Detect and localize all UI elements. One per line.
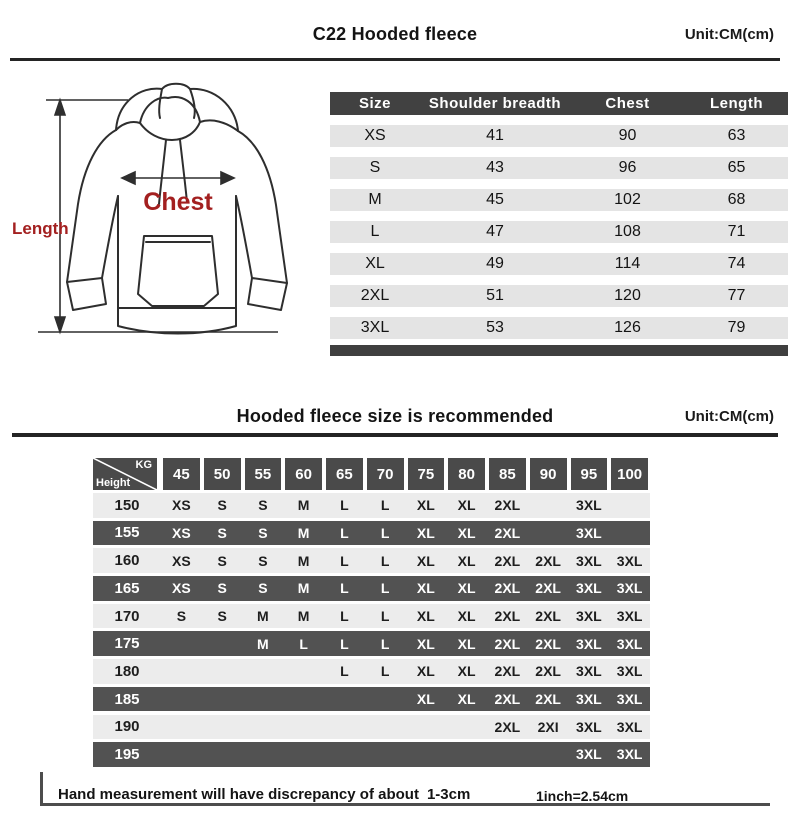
matrix-weight-value: 85 [489, 458, 526, 490]
divider-top [10, 58, 780, 61]
matrix-weight-value: 75 [408, 458, 445, 490]
size-table-cell: 120 [614, 287, 641, 304]
matrix-size-cell: XL [457, 608, 476, 624]
matrix-size-cell: 3XL [576, 718, 602, 735]
matrix-size-cell: 3XL [576, 608, 602, 624]
matrix-size-cell: XL [416, 608, 435, 624]
size-table-header-cell: Chest [605, 95, 650, 112]
hoodie-measurement-diagram [10, 78, 330, 366]
matrix-size-cell: L [340, 524, 349, 541]
matrix-size-cell: 3XL [576, 524, 602, 541]
matrix-row [93, 659, 650, 684]
length-label: Length [12, 219, 69, 238]
size-table-header-cell: Size [358, 95, 391, 112]
matrix-size-cell: XL [457, 663, 476, 680]
size-table-cell: 43 [486, 159, 504, 176]
matrix-size-cell: L [340, 552, 349, 569]
matrix-size-cell: 3XL [616, 608, 643, 624]
matrix-size-cell: 2XL [494, 580, 521, 597]
matrix-weight-cell [487, 458, 528, 490]
matrix-weight-value: 60 [285, 458, 322, 490]
matrix-size-cell: 2XL [535, 663, 561, 680]
matrix-size-cell: XL [457, 691, 476, 708]
matrix-size-cell: S [176, 608, 187, 624]
matrix-size-cell: XL [416, 497, 435, 514]
size-table-cell: 45 [486, 191, 504, 208]
matrix-weight-cell [406, 458, 447, 490]
matrix-size-cell: S [258, 524, 268, 541]
matrix-corner-cell [93, 458, 157, 490]
size-table-cell: 77 [727, 287, 746, 304]
size-table-row [330, 285, 788, 307]
size-table-cell: 49 [486, 255, 504, 272]
size-table-cell: 102 [614, 191, 641, 208]
matrix-height-label: 170 [114, 607, 140, 625]
matrix-size-cell: 3XL [576, 552, 602, 569]
matrix-size-cell: XL [457, 635, 476, 652]
matrix-row [93, 604, 650, 629]
size-table-cell: 108 [614, 223, 641, 240]
size-table-cell: L [370, 223, 380, 240]
size-table-cell: 65 [727, 159, 746, 176]
size-table-row [330, 253, 788, 275]
matrix-size-cell: XL [416, 524, 435, 541]
matrix-size-cell: L [380, 608, 390, 624]
matrix-size-cell: S [217, 580, 227, 597]
footer-corner-hline [40, 803, 770, 806]
matrix-size-cell: M [297, 497, 310, 514]
footer-note-range: 1-3cm [426, 786, 471, 803]
matrix-size-cell: 2XL [535, 635, 561, 652]
matrix-size-cell: 2XL [494, 552, 521, 569]
matrix-size-cell: 2XL [535, 608, 561, 624]
matrix-size-cell: 2XL [494, 635, 521, 652]
matrix-weight-cell [365, 458, 406, 490]
matrix-size-cell: 3XL [576, 663, 602, 680]
matrix-size-cell: L [340, 497, 349, 514]
dimension-arrows [38, 100, 278, 332]
matrix-size-cell: 2XL [494, 691, 521, 708]
size-table-cell: 71 [727, 223, 746, 240]
matrix-height-label: 155 [114, 524, 140, 542]
size-table-cell: S [369, 159, 381, 176]
matrix-size-cell: L [340, 608, 349, 624]
size-table-cell: 68 [727, 191, 746, 208]
matrix-height-label: 165 [114, 579, 140, 597]
matrix-size-cell: 3XL [616, 718, 643, 735]
matrix-size-cell: M [297, 552, 310, 569]
matrix-row [93, 631, 650, 656]
size-table-row [330, 221, 788, 243]
matrix-size-cell: XS [172, 552, 191, 569]
matrix-weight-cell [283, 458, 324, 490]
matrix-size-cell: L [380, 497, 390, 514]
matrix-size-cell: S [258, 580, 268, 597]
size-table-cell: 51 [486, 287, 504, 304]
matrix-size-cell: 3XL [576, 580, 602, 597]
size-table-cell: 47 [486, 223, 504, 240]
matrix-size-cell: 2XL [494, 608, 521, 624]
matrix-row [93, 576, 650, 601]
matrix-weight-value: 100 [611, 458, 648, 490]
matrix-size-cell: L [380, 635, 390, 652]
matrix-row [93, 521, 650, 546]
matrix-weight-value: 80 [448, 458, 485, 490]
matrix-weight-cell [528, 458, 569, 490]
matrix-size-cell: 3XL [616, 580, 643, 597]
size-table-cell: 2XL [360, 287, 390, 304]
matrix-size-cell: L [380, 524, 390, 541]
matrix-size-cell: XS [172, 497, 191, 514]
matrix-size-cell: M [257, 608, 269, 624]
matrix-size-cell: XL [416, 663, 435, 680]
matrix-weight-value: 70 [367, 458, 404, 490]
matrix-size-cell: 2XL [494, 718, 521, 735]
corner-height-label: Height [96, 477, 131, 489]
size-table-row [330, 157, 788, 179]
size-table-cell: 114 [614, 255, 641, 272]
matrix-size-cell: XL [457, 552, 476, 569]
matrix-header-row [93, 458, 650, 490]
matrix-weight-value: 90 [530, 458, 567, 490]
matrix-height-label: 160 [114, 552, 140, 570]
matrix-size-cell: M [297, 524, 310, 541]
matrix-size-cell: L [380, 552, 390, 569]
divider-middle [12, 433, 778, 437]
size-table-cell: XS [364, 127, 386, 144]
matrix-size-cell: L [380, 580, 390, 597]
matrix-row [93, 687, 650, 712]
matrix-size-cell: M [257, 635, 269, 652]
matrix-size-cell: S [258, 552, 268, 569]
footer-corner-vline [40, 772, 43, 806]
matrix-weight-cell [609, 458, 650, 490]
matrix-weight-cell [324, 458, 365, 490]
matrix-weight-cell [243, 458, 284, 490]
size-table-cell: 3XL [360, 319, 390, 336]
matrix-height-label: 150 [114, 496, 140, 514]
size-table-row [330, 189, 788, 211]
matrix-height-label: 195 [114, 745, 140, 763]
matrix-size-cell: 2XL [494, 497, 521, 514]
matrix-size-cell: S [217, 497, 227, 514]
size-table-cell: 63 [727, 127, 746, 144]
matrix-weight-value: 95 [571, 458, 608, 490]
size-table-bottom-bar [330, 345, 788, 356]
matrix-size-cell: S [217, 524, 227, 541]
matrix-weight-cell [569, 458, 610, 490]
matrix-weight-cell [446, 458, 487, 490]
size-table-cell: 41 [486, 127, 504, 144]
size-table [330, 92, 788, 356]
matrix-size-cell: 3XL [616, 746, 643, 763]
footer-note-text: Hand measurement will have discrepancy of about [58, 786, 419, 803]
matrix-height-label: 185 [114, 690, 140, 708]
footer-note [58, 786, 470, 803]
matrix-size-cell: 3XL [576, 635, 602, 652]
matrix-size-cell: S [217, 608, 227, 624]
hoodie-drawing [10, 78, 330, 366]
matrix-size-cell: L [340, 663, 349, 680]
size-table-cell: M [368, 191, 382, 208]
matrix-size-cell: 3XL [616, 691, 643, 708]
size-table-cell: 90 [618, 127, 637, 144]
matrix-size-cell: 3XL [616, 552, 643, 569]
matrix-size-cell: XL [416, 580, 435, 597]
matrix-height-label: 175 [114, 635, 140, 653]
matrix-size-cell: XL [416, 691, 435, 708]
size-table-cell: 79 [727, 319, 746, 336]
size-table-cell: XL [365, 255, 385, 272]
matrix-height-label: 190 [114, 718, 140, 736]
matrix-size-cell: XL [457, 524, 476, 541]
matrix-size-cell: XL [457, 497, 476, 514]
recommend-title: Hooded fleece size is recommended [236, 406, 554, 426]
matrix-size-cell: 2XL [535, 580, 561, 597]
matrix-size-cell: 3XL [576, 691, 602, 708]
matrix-row [93, 548, 650, 573]
matrix-size-cell: 2XL [494, 663, 521, 680]
matrix-size-cell: M [297, 608, 310, 624]
matrix-weight-cell [202, 458, 243, 490]
matrix-size-cell: XL [457, 580, 476, 597]
matrix-row [93, 742, 650, 767]
page-title: C22 Hooded fleece [312, 24, 478, 44]
matrix-height-label: 180 [114, 662, 140, 680]
size-table-cell: 74 [727, 255, 746, 272]
matrix-size-cell: 2XL [494, 524, 521, 541]
matrix-size-cell: L [299, 635, 308, 652]
chest-label: Chest [143, 188, 213, 216]
matrix-size-cell: XS [172, 580, 191, 597]
corner-kg-label: KG [135, 459, 152, 471]
matrix-size-cell: 3XL [616, 635, 643, 652]
matrix-size-cell: 2XL [535, 691, 561, 708]
size-table-header-cell: Length [710, 95, 763, 112]
matrix-size-cell: S [258, 497, 268, 514]
matrix-size-cell: XL [416, 552, 435, 569]
size-table-cell: 126 [614, 319, 641, 336]
matrix-size-cell: S [217, 552, 227, 569]
matrix-size-cell: 3XL [576, 497, 602, 514]
matrix-size-cell: 3XL [616, 663, 643, 680]
matrix-size-cell: 2XL [535, 552, 561, 569]
size-table-header-row [330, 92, 788, 115]
matrix-size-cell: M [297, 580, 310, 597]
unit-label-bottom: Unit:CM(cm) [684, 408, 774, 425]
matrix-size-cell: L [340, 635, 349, 652]
size-table-cell: 96 [618, 159, 637, 176]
footer-conversion: 1inch=2.54cm [536, 788, 629, 804]
matrix-weight-value: 50 [204, 458, 241, 490]
size-table-header-cell: Shoulder breadth [428, 95, 562, 112]
matrix-weight-value: 65 [326, 458, 363, 490]
size-table-row [330, 317, 788, 339]
matrix-size-cell: L [340, 580, 349, 597]
matrix-row [93, 715, 650, 740]
matrix-weight-value: 55 [245, 458, 282, 490]
unit-label-top: Unit:CM(cm) [684, 26, 774, 43]
matrix-size-cell: 3XL [576, 746, 602, 763]
matrix-weight-cell [161, 458, 202, 490]
matrix-size-cell: L [380, 663, 390, 680]
matrix-row [93, 493, 650, 518]
matrix-size-cell: XL [416, 635, 435, 652]
size-table-row [330, 125, 788, 147]
matrix-size-cell: XS [172, 524, 191, 541]
size-table-cell: 53 [486, 319, 504, 336]
recommend-matrix [93, 458, 650, 770]
matrix-weight-value: 45 [163, 458, 200, 490]
matrix-size-cell: 2XI [537, 718, 559, 735]
